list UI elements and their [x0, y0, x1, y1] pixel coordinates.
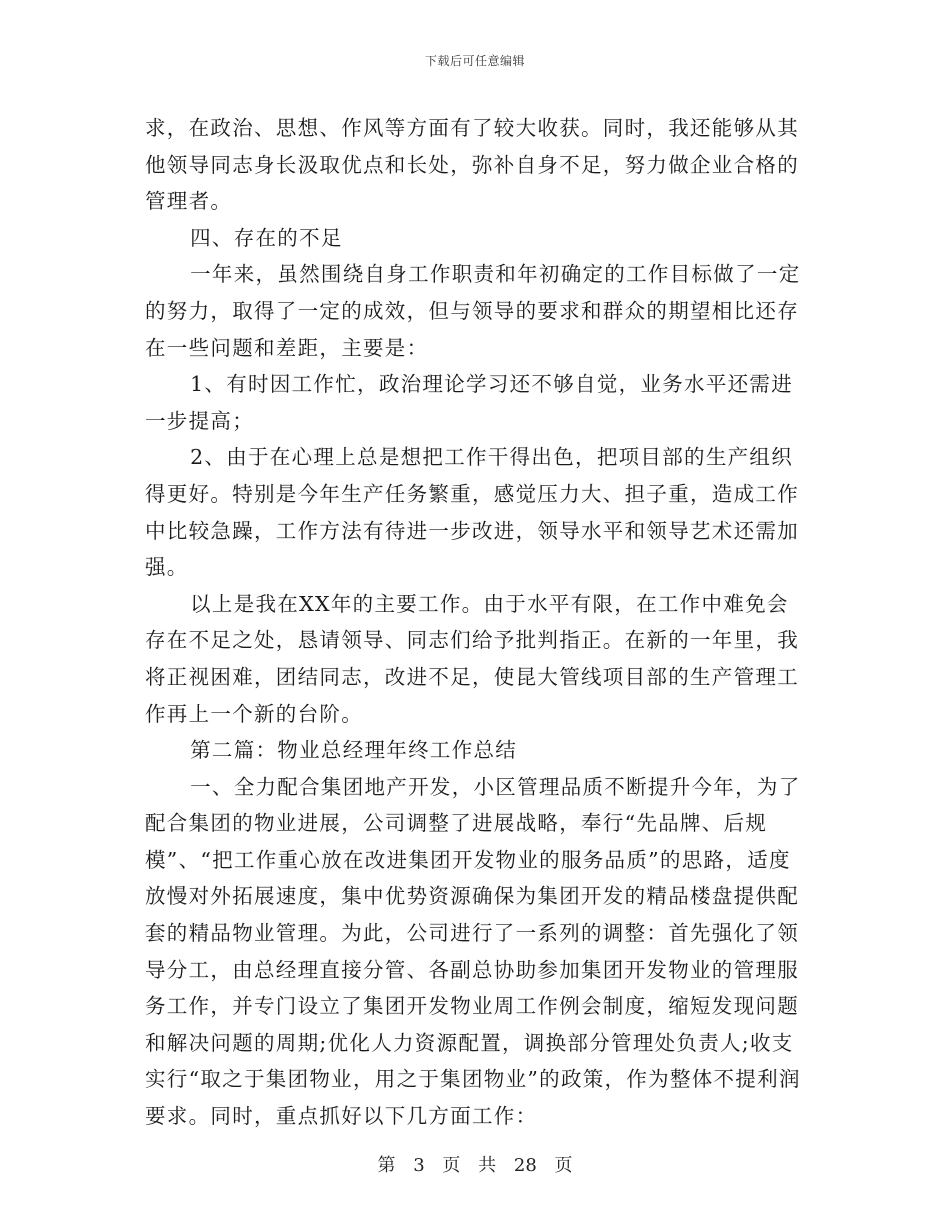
paragraph: 求，在政治、思想、作风等方面有了较大收获。同时，我还能够从其他领导同志身长汲取优点和长处，弥补自身不足，努力做企业合格的管理者。	[145, 116, 799, 214]
list-item: 2、由于在心理上总是想把工作干得出色，把项目部的生产组织得更好。特别是今年生产任务繁重，感觉压力大、担子重，造成工作中比较急躁，工作方法有待进一步改进，领导水平和领导艺术还需加强。	[145, 445, 799, 580]
article-title: 第二篇：物业总经理年终工作总结	[190, 738, 518, 763]
document-body	[145, 110, 805, 1135]
page-footer	[0, 1151, 950, 1177]
footer-page-word: 页	[442, 1155, 461, 1176]
list-item: 1、有时因工作忙，政治理论学习还不够自觉，业务水平还需进一步提高；	[145, 372, 794, 433]
footer-suffix: 页	[554, 1155, 573, 1176]
footer-prefix: 第	[377, 1155, 396, 1176]
paragraph: 一、全力配合集团地产开发，小区管理品质不断提升今年，为了配合集团的物业进展，公司调整了进展战略，奉行“先品牌、后规模”、“把工作重心放在改进集团开发物业的服务品质”的思路，适度放慢对外拓展速度，集中优势资源确保为集团开发的精品楼盘提供配套的精品物业管理。为此，公司进行了一系列的调整：首先强化了领导分工，由总经理直接分管、各副总协助参加集团开发物业的管理服务工作，并专门设立了集团开发物业周工作例会制度，缩短发现问题和解决问题的周期;优化人力资源配置，调换部分管理处负责人;收支实行“取之于集团物业，用之于集团物业”的政策，作为整体不提利润要求。同时，重点抓好以下几方面工作：	[145, 774, 801, 1129]
current-page-number: 3	[413, 1155, 425, 1176]
footer-total-word: 共	[478, 1155, 497, 1176]
total-pages-number: 28	[513, 1155, 537, 1176]
paragraph: 一年来，虽然围绕自身工作职责和年初确定的工作目标做了一定的努力，取得了一定的成效，但与领导的要求和群众的期望相比还存在一些问题和差距，主要是：	[145, 262, 801, 360]
paragraph: 以上是我在XX年的主要工作。由于水平有限，在工作中难免会存在不足之处，恳请领导、同志们给予批判指正。在新的一年里，我将正视困难，团结同志，改进不足，使昆大管线项目部的生产管理工作再上一个新的台阶。	[145, 591, 799, 726]
section-heading: 四、存在的不足	[190, 225, 343, 250]
page-header: 下载后可任意编辑	[424, 54, 525, 68]
